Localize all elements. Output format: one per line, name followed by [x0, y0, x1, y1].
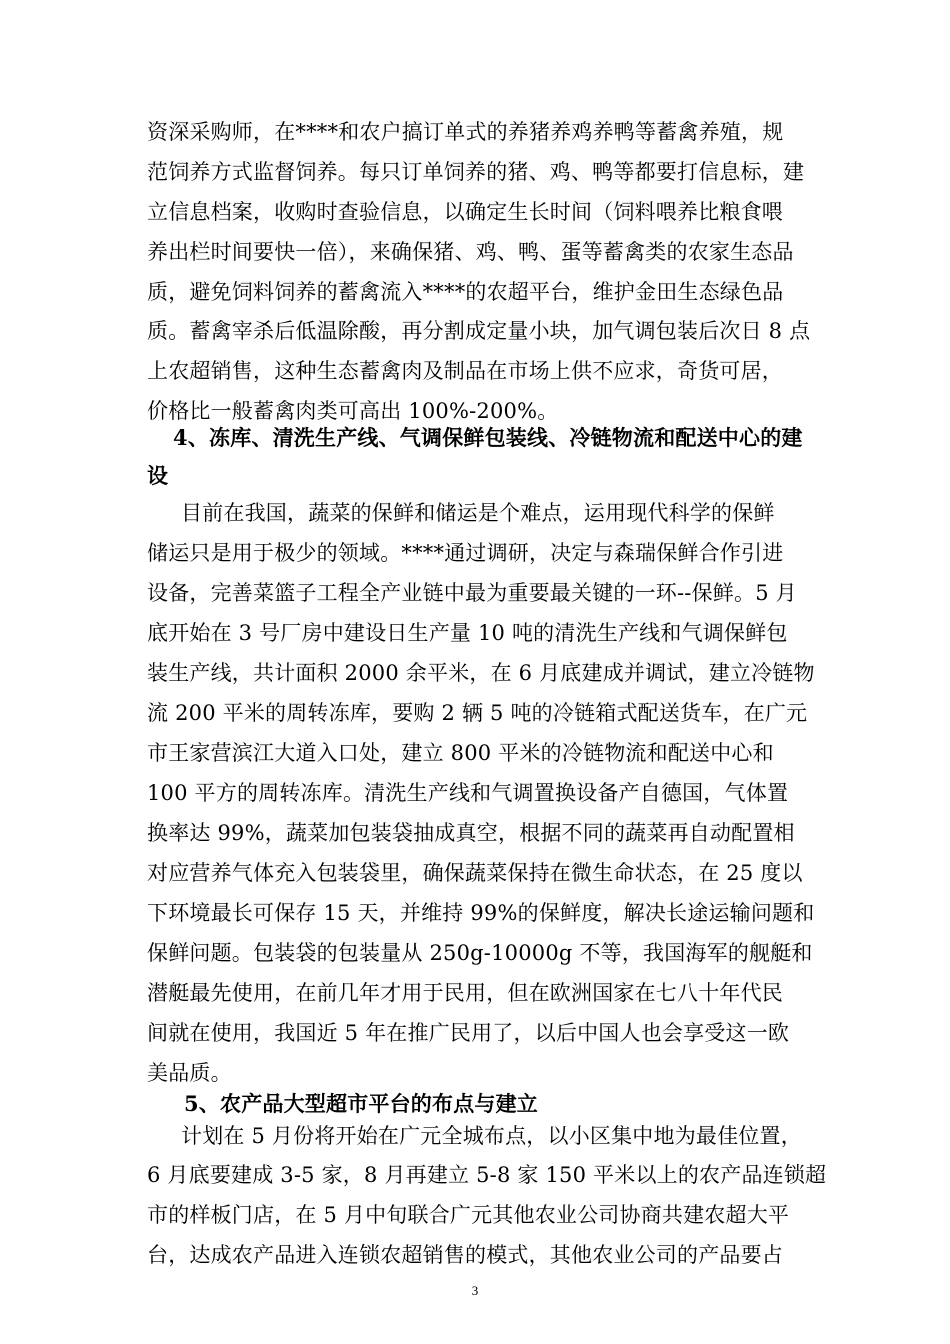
text-line: 市的样板门店，在 5 月中旬联合广元其他农业公司协商共建农超大平	[147, 1203, 790, 1227]
text-line: 6 月底要建成 3-5 家，8 月再建立 5-8 家 150 平米以上的农产品连锁超	[147, 1163, 827, 1187]
heading-line: 5、农产品大型超市平台的布点与建立	[184, 1091, 539, 1116]
text-line: 储运只是用于极少的领域。****通过调研，决定与森瑞保鲜合作引进	[147, 541, 784, 565]
text-line: 上农超销售，这种生态蓄禽肉及制品在市场上供不应求，奇货可居，	[147, 359, 783, 383]
text-line: 范饲养方式监督饲养。每只订单饲养的猪、鸡、鸭等都要打信息标，建	[147, 160, 805, 184]
text-line: 下环境最长可保存 15 天，并维持 99%的保鲜度，解决长途运输问题和	[147, 901, 815, 925]
text-line: 计划在 5 月份将开始在广元全城布点，以小区集中地为最佳位置，	[181, 1124, 802, 1148]
text-line: 换率达 99%，蔬菜加包装袋抽成真空，根据不同的蔬菜再自动配置相	[147, 821, 795, 845]
text-line: 质，避免饲料饲养的蓄禽流入****的农超平台，维护金田生态绿色品	[147, 280, 784, 304]
text-line: 价格比一般蓄禽肉类可高出 100%-200%。	[147, 399, 559, 423]
text-line: 装生产线，共计面积 2000 余平米，在 6 月底建成并调试，建立冷链物	[147, 661, 815, 685]
text-line: 底开始在 3 号厂房中建设日生产量 10 吨的清洗生产线和气调保鲜包	[147, 621, 788, 645]
page-number: 3	[471, 1283, 479, 1298]
text-line: 美品质。	[147, 1061, 232, 1085]
heading-line: 设	[147, 463, 169, 488]
text-line: 流 200 平米的周转冻库，要购 2 辆 5 吨的冷链箱式配送货车，在广元	[147, 701, 808, 725]
text-line: 目前在我国，蔬菜的保鲜和储运是个难点，运用现代科学的保鲜	[181, 501, 775, 525]
text-line: 养出栏时间要快一倍），来确保猪、鸡、鸭、蛋等蓄禽类的农家生态品	[147, 240, 794, 264]
text-line: 保鲜问题。包装袋的包装量从 250g-10000g 不等，我国海军的舰艇和	[147, 941, 813, 965]
text-line: 资深采购师，在****和农户搞订单式的养猪养鸡养鸭等蓄禽养殖，规	[147, 120, 784, 144]
text-line: 质。蓄禽宰杀后低温除酸，再分割成定量小块，加气调包装后次日 8 点	[147, 319, 811, 343]
text-line: 设备，完善菜篮子工程全产业链中最为重要最关键的一环--保鲜。5 月	[147, 581, 797, 605]
text-line: 立信息档案，收购时查验信息，以确定生长时间（饲料喂养比粮食喂	[147, 200, 783, 224]
text-line: 对应营养气体充入包装袋里，确保蔬菜保持在微生命状态，在 25 度以	[147, 861, 803, 885]
heading-line: 4、冻库、清洗生产线、气调保鲜包装线、冷链物流和配送中心的建	[173, 425, 803, 450]
text-line: 台，达成农产品进入连锁农超销售的模式，其他农业公司的产品要占	[147, 1243, 783, 1267]
text-line: 100 平方的周转冻库。清洗生产线和气调置换设备产自德国，气体置	[147, 781, 789, 805]
text-line: 潜艇最先使用，在前几年才用于民用，但在欧洲国家在七八十年代民	[147, 981, 783, 1005]
text-line: 市王家营滨江大道入口处，建立 800 平米的冷链物流和配送中心和	[147, 741, 774, 765]
text-line: 间就在使用，我国近 5 年在推广民用了，以后中国人也会享受这一欧	[147, 1021, 790, 1045]
